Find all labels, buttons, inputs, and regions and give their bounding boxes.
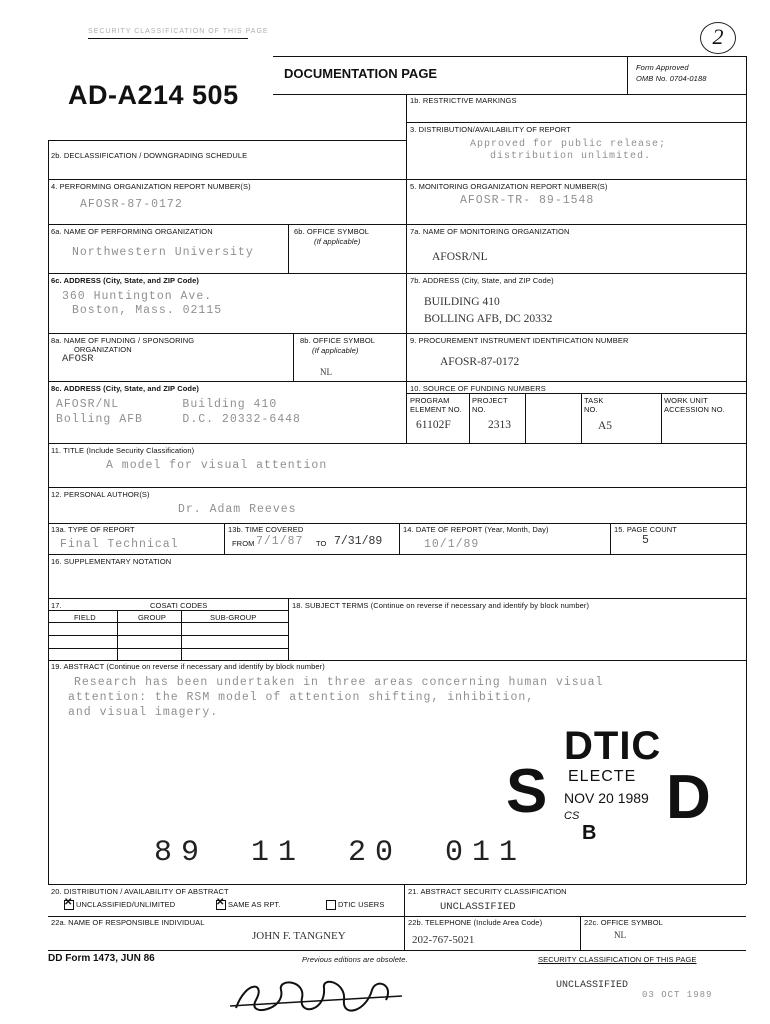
- block-21-label: 21. ABSTRACT SECURITY CLASSIFICATION: [408, 887, 567, 896]
- block-22c-label: 22c. OFFICE SYMBOL: [584, 918, 663, 927]
- block-10-task-label-1: TASK: [584, 396, 604, 405]
- stamp-cs: CS: [564, 810, 580, 822]
- block-20-label: 20. DISTRIBUTION / AVAILABILITY OF ABSTRACT: [51, 887, 229, 896]
- block-13b-from-value: 7/1/87: [256, 535, 304, 548]
- abstract-line-3: and visual imagery.: [68, 706, 219, 719]
- signature-scribble: [226, 970, 406, 1020]
- block-12-value: Dr. Adam Reeves: [178, 503, 297, 516]
- block-7a-value: AFOSR/NL: [432, 251, 488, 263]
- block-10-label: 10. SOURCE OF FUNDING NUMBERS: [410, 384, 546, 393]
- abstract-line-2: attention: the RSM model of attention shifting, inhibition,: [68, 691, 535, 704]
- stamp-electe: ELECTE: [568, 768, 637, 785]
- block-17-field: FIELD: [74, 613, 96, 622]
- block-8a-label-2: ORGANIZATION: [74, 345, 132, 354]
- block-13b-label: 13b. TIME COVERED: [228, 525, 304, 534]
- block-6c-value-1: 360 Huntington Ave.: [62, 290, 213, 303]
- block-18-label: 18. SUBJECT TERMS (Continue on reverse if necessary and identify by block number): [292, 601, 590, 610]
- stamp-date: NOV 20 1989: [564, 790, 649, 806]
- block-6a-value: Northwestern University: [72, 246, 254, 259]
- block-13b-from: FROM: [232, 539, 255, 548]
- footer-unclassified: UNCLASSIFIED: [556, 980, 629, 991]
- block-13b-to-value: 7/31/89: [334, 535, 383, 548]
- form-approved: Form Approved: [636, 63, 689, 72]
- block-14-value: 10/1/89: [424, 538, 480, 551]
- block-13b-to: TO: [316, 539, 327, 548]
- block-8a-value: AFOSR: [62, 353, 94, 365]
- block-4-label: 4. PERFORMING ORGANIZATION REPORT NUMBER(S): [51, 182, 251, 191]
- option-same-as-rpt[interactable]: ✕ SAME AS RPT.: [216, 900, 280, 910]
- block-17-group: GROUP: [138, 613, 167, 622]
- block-10-program-value: 61102F: [416, 419, 451, 431]
- block-7b-value-1: BUILDING 410: [424, 296, 500, 308]
- block-5-value: AFOSR-TR- 89-1548: [460, 194, 595, 207]
- block-3-value-1: Approved for public release;: [470, 139, 667, 150]
- block-10-work-label-2: ACCESSION NO.: [664, 405, 725, 414]
- checkbox-dtic-users[interactable]: [326, 900, 336, 910]
- block-1b-label: 1b. RESTRICTIVE MARKINGS: [410, 96, 517, 105]
- block-4-value: AFOSR-87-0172: [80, 198, 183, 211]
- block-7b-label: 7b. ADDRESS (City, State, and ZIP Code): [410, 276, 554, 285]
- block-10-project-value: 2313: [488, 419, 511, 431]
- ad-number: AD-A214 505: [68, 80, 239, 110]
- block-22c-value: NL: [614, 930, 626, 940]
- serial-number: 89 11 20 011: [154, 836, 527, 870]
- dtic-stamp: [498, 722, 718, 862]
- block-3-label: 3. DISTRIBUTION/AVAILABILITY OF REPORT: [410, 125, 571, 134]
- block-22a-value: JOHN F. TANGNEY: [252, 930, 346, 942]
- block-6b-label: 6b. OFFICE SYMBOL: [294, 227, 370, 236]
- block-12-label: 12. PERSONAL AUTHOR(S): [51, 490, 150, 499]
- stamp-dtic: DTIC: [564, 724, 662, 768]
- omb-number: OMB No. 0704-0188: [636, 74, 707, 83]
- block-7b-value-2: BOLLING AFB, DC 20332: [424, 313, 553, 325]
- block-8b-value: NL: [320, 367, 332, 377]
- block-6b-sub: (If applicable): [314, 237, 361, 246]
- block-10-work-label-1: WORK UNIT: [664, 396, 708, 405]
- block-10-task-label-2: NO.: [584, 405, 598, 414]
- footer-security-class: SECURITY CLASSIFICATION OF THIS PAGE: [538, 955, 697, 964]
- option-dtic-users[interactable]: DTIC USERS: [326, 900, 384, 910]
- block-7a-label: 7a. NAME OF MONITORING ORGANIZATION: [410, 227, 570, 236]
- block-14-label: 14. DATE OF REPORT (Year, Month, Day): [403, 525, 549, 534]
- block-6c-value-2: Boston, Mass. 02115: [72, 304, 223, 317]
- block-6c-label: 6c. ADDRESS (City, State, and ZIP Code): [51, 276, 199, 285]
- block-22b-value: 202-767-5021: [412, 934, 475, 946]
- block-11-value: A model for visual attention: [106, 459, 328, 472]
- stamp-b: B: [582, 822, 597, 844]
- block-15-label: 15. PAGE COUNT: [614, 525, 677, 534]
- block-10-project-label-2: NO.: [472, 405, 486, 414]
- block-8a-label-1: 8a. NAME OF FUNDING / SPONSORING: [51, 336, 195, 345]
- block-8c-value-1: AFOSR/NL Building 410: [56, 398, 278, 411]
- block-13a-label: 13a. TYPE OF REPORT: [51, 525, 135, 534]
- option-unclassified[interactable]: ✕UNCLASSIFIED/UNLIMITED: [64, 900, 175, 910]
- block-10-program-label-2: ELEMENT NO.: [410, 405, 462, 414]
- block-11-label: 11. TITLE (Include Security Classification): [51, 446, 195, 455]
- block-2b-label: 2b. DECLASSIFICATION / DOWNGRADING SCHEDULE: [51, 151, 248, 160]
- block-17-subgroup: SUB-GROUP: [210, 613, 257, 622]
- block-10-task-value: A5: [598, 420, 613, 432]
- block-8b-sub: (If applicable): [312, 346, 359, 355]
- form-id: DD Form 1473, JUN 86: [48, 953, 155, 964]
- block-3-value-2: distribution unlimited.: [490, 151, 652, 162]
- block-6a-label: 6a. NAME OF PERFORMING ORGANIZATION: [51, 227, 213, 236]
- block-10-program-label-1: PROGRAM: [410, 396, 450, 405]
- abstract-line-1: Research has been undertaken in three areas concerning human visual: [74, 676, 604, 689]
- block-17-label: 17.: [51, 601, 62, 610]
- footer-date-stamp: 03 OCT 1989: [642, 990, 713, 1000]
- stamp-d: D: [666, 763, 711, 832]
- block-13a-value: Final Technical: [60, 538, 179, 551]
- stamp-s: S: [506, 757, 548, 826]
- block-9-value: AFOSR-87-0172: [440, 356, 520, 368]
- block-9-label: 9. PROCUREMENT INSTRUMENT IDENTIFICATION NUMBER: [410, 336, 629, 345]
- block-21-value: UNCLASSIFIED: [440, 901, 516, 913]
- block-5-label: 5. MONITORING ORGANIZATION REPORT NUMBER(S): [410, 182, 608, 191]
- block-22b-label: 22b. TELEPHONE (Include Area Code): [408, 918, 543, 927]
- top-faded-text: SECURITY CLASSIFICATION OF THIS PAGE: [88, 28, 269, 35]
- previous-editions: Previous editions are obsolete.: [302, 955, 408, 964]
- checkbox-unclassified[interactable]: [64, 900, 74, 910]
- documentation-page-title: DOCUMENTATION PAGE: [284, 66, 438, 81]
- block-8b-label: 8b. OFFICE SYMBOL: [300, 336, 376, 345]
- corner-number: 2: [700, 22, 736, 54]
- block-17-cosati: COSATI CODES: [150, 601, 208, 610]
- block-22a-label: 22a. NAME OF RESPONSIBLE INDIVIDUAL: [51, 918, 205, 927]
- block-8c-value-2: Bolling AFB D.C. 20332-6448: [56, 413, 301, 426]
- block-8c-label: 8c. ADDRESS (City, State, and ZIP Code): [51, 384, 199, 393]
- block-15-value: 5: [642, 534, 649, 547]
- block-10-project-label-1: PROJECT: [472, 396, 508, 405]
- top-short-line: [88, 38, 248, 39]
- checkbox-same-as-rpt[interactable]: [216, 900, 226, 910]
- block-16-label: 16. SUPPLEMENTARY NOTATION: [51, 557, 172, 566]
- block-19-label: 19. ABSTRACT (Continue on reverse if necessary and identify by block number): [51, 662, 325, 671]
